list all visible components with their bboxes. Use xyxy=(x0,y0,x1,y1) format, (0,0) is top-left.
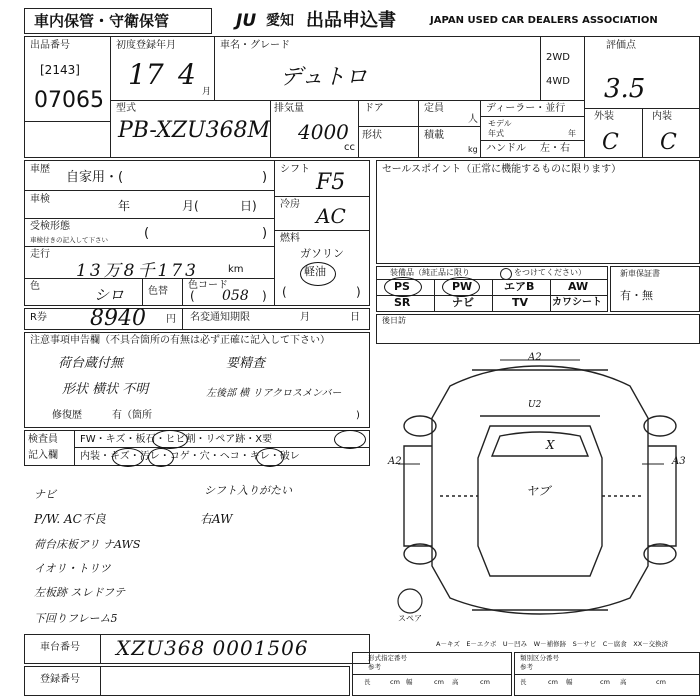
diagram-label-x: X xyxy=(546,438,555,452)
org-english: JAPAN USED CAR DEALERS ASSOCIATION xyxy=(430,15,658,26)
equip-pw: PW xyxy=(452,280,473,293)
history-value: 自家用・( xyxy=(66,170,124,185)
rear-box xyxy=(376,314,700,344)
fuel-open: ( xyxy=(282,285,287,299)
diagram-legend: A－キズ E－エクボ U－凹み W－補修跡 S－サビ C－腐食 XX－交換済 xyxy=(436,640,669,648)
color-value: シロ xyxy=(94,286,125,304)
comment-6: イオリ・トリツ xyxy=(34,562,111,575)
color-code-value: 058 xyxy=(222,288,249,304)
chassis-label: 車台番号 xyxy=(40,642,80,653)
mileage-label: 走行 xyxy=(30,249,50,260)
registration-month: 4 xyxy=(178,58,196,91)
equip-airbag: エアB xyxy=(504,280,535,293)
diagram-label-a2-top: A2 xyxy=(528,352,542,363)
ext-label: 外装 xyxy=(594,111,614,122)
format-ref: 参考 xyxy=(368,663,381,671)
repair-value: 有（箇所 xyxy=(112,410,152,421)
inspector-circle-1 xyxy=(152,430,188,449)
inspection-year-unit: 年 xyxy=(118,199,131,213)
color-code-close: ) xyxy=(262,289,267,303)
class-ref: 参考 xyxy=(520,663,533,671)
equip-aw: AW xyxy=(568,280,589,293)
registration-label: 初度登録年月 xyxy=(116,40,176,51)
aircon-label: 冷房 xyxy=(280,199,300,210)
applicant-note: 車検付きの記入して下さい xyxy=(30,236,108,244)
handle-label: ハンドル xyxy=(486,143,526,154)
fuel-close: ) xyxy=(356,285,361,299)
notes-line-3: 形状 横状 不明 xyxy=(62,382,149,397)
inspector-label-1: 検査員 xyxy=(28,434,58,445)
equip-sr: SR xyxy=(394,296,411,309)
displacement-value: 4000 xyxy=(298,120,349,144)
notes-line-1: 荷台蔵付無 xyxy=(58,356,124,371)
comment-7: 左板跡 スレドフテ xyxy=(34,586,126,599)
diagram-label-a3: A3 xyxy=(672,456,686,467)
applicant-label: 受検形態 xyxy=(30,221,70,232)
inspector-circle-5 xyxy=(256,448,284,467)
class-length: 長 xyxy=(520,678,527,686)
dealer-year-unit: 年 xyxy=(568,129,576,138)
reg-number-label: 登録番号 xyxy=(40,674,80,685)
diagram-label-u2: U2 xyxy=(528,400,542,410)
repair-close: ) xyxy=(356,410,360,421)
comment-3: P/W. AC不良 xyxy=(34,512,106,526)
registration-month-unit: 月 xyxy=(202,87,212,97)
score-value: 3.5 xyxy=(604,74,646,104)
color-code-open: ( xyxy=(190,289,195,303)
load-label: 積載 xyxy=(424,130,444,141)
rear-label: 後日訪 xyxy=(382,316,406,325)
format-width: 幅 xyxy=(406,678,413,686)
capacity-unit: 人 xyxy=(468,114,478,125)
model-label: 型式 xyxy=(116,103,136,114)
repair-label: 修復歴 xyxy=(52,410,82,421)
sales-point-label: セールスポイント（正常に機能するものに限ります） xyxy=(382,164,622,175)
class-length-cm: cm xyxy=(548,678,558,686)
inspector-label-2: 記入欄 xyxy=(28,450,58,461)
registration-year: 17 xyxy=(128,58,164,91)
notes-label: 注意事項申告欄（不具合箇所の有無は必ず正確に記入して下さい） xyxy=(30,335,330,346)
inspection-day-unit: 日) xyxy=(240,199,257,213)
notes-line-2: 要精査 xyxy=(226,356,266,371)
warranty-label: 新車保証書 xyxy=(620,269,660,278)
comment-1: ナビ xyxy=(34,488,56,501)
format-height: 高 xyxy=(452,678,459,686)
diagram-label-yabu: ヤブ xyxy=(526,484,551,498)
dealer-model-label: モデル xyxy=(488,119,512,128)
r-ticket-label: R券 xyxy=(30,312,47,323)
inspection-label: 車検 xyxy=(30,194,50,205)
shift-value: F5 xyxy=(316,170,346,195)
inspector-circle-3 xyxy=(112,448,144,467)
drive-2wd: 2WD xyxy=(546,52,570,63)
comment-4: 右AW xyxy=(200,512,233,526)
car-name-value: デュトロ xyxy=(280,65,368,90)
car-name-label: 車名・グレード xyxy=(220,40,290,51)
equip-ps: PS xyxy=(394,280,410,293)
notes-line-4: 左後部 横 リアクロスメンバー xyxy=(206,388,342,399)
applicant-close: ) xyxy=(262,226,268,241)
format-length-cm: cm xyxy=(390,678,400,686)
ext-value: C xyxy=(602,130,619,155)
format-label: 形式指定番号 xyxy=(368,654,407,662)
lot-bracket: [2143] xyxy=(40,63,80,77)
int-label: 内装 xyxy=(652,111,672,122)
door-label: ドア xyxy=(364,103,384,114)
equipment-label: 装備品（純正品に限り xyxy=(390,268,470,277)
color-code-label: 色コード xyxy=(188,280,228,291)
chassis-value: XZU368 0001506 xyxy=(116,636,309,660)
dealer-year-label: 年式 xyxy=(488,129,504,138)
format-length: 長 xyxy=(364,678,371,686)
int-value: C xyxy=(660,130,677,155)
diagram-label-spare: スペア xyxy=(398,614,422,623)
inspection-month-unit: 月( xyxy=(182,199,199,213)
org-name: 愛知 xyxy=(266,13,294,29)
form-title: 出品申込書 xyxy=(306,10,396,31)
lot-label: 出品番号 xyxy=(30,40,70,51)
color-change-label: 色替 xyxy=(148,286,168,297)
inspector-row-1: FW・キズ・板石・ヒビ割・リペア跡・X要 xyxy=(80,434,273,445)
capacity-label: 定員 xyxy=(424,103,444,114)
name-change-day: 日 xyxy=(350,312,360,323)
diagram-label-a2-side: A2 xyxy=(388,456,402,467)
format-width-cm: cm xyxy=(434,678,444,686)
format-height-cm: cm xyxy=(480,678,490,686)
name-change-month: 月 xyxy=(300,312,310,323)
aircon-value: AC xyxy=(316,204,346,228)
class-height-cm: cm xyxy=(656,678,666,686)
score-label: 評価点 xyxy=(606,40,636,51)
ju-logo: JU xyxy=(236,11,257,31)
equip-ps-circle xyxy=(384,277,422,297)
shape-label: 形状 xyxy=(362,130,382,141)
class-height: 高 xyxy=(620,678,627,686)
inspector-circle-4 xyxy=(148,448,174,467)
comment-8: 下回りフレーム5 xyxy=(34,612,118,625)
inspector-circle-2 xyxy=(334,430,366,449)
comment-5: 荷台床板アリ ナAWS xyxy=(34,538,141,551)
mileage-value: 13万8千173 xyxy=(76,261,199,281)
inspector-row-2: 内装・キズ・汚レ・コゲ・穴・ヘコ・キレ・破レ xyxy=(80,451,300,462)
fuel-label: 燃料 xyxy=(280,233,300,244)
fuel-opt1: ガソリン xyxy=(300,247,344,260)
r-ticket-value: 8940 xyxy=(90,306,146,331)
equip-navi: ナビ xyxy=(452,296,474,309)
handle-value: 左・右 xyxy=(540,143,570,154)
applicant-open: ( xyxy=(144,226,150,241)
warranty-value: 有・無 xyxy=(620,289,653,302)
equipment-label-2: をつけてください） xyxy=(514,268,586,277)
fuel-circle xyxy=(300,262,336,286)
lot-number: 07065 xyxy=(34,88,104,113)
history-label: 車歴 xyxy=(30,164,50,175)
equip-tv: TV xyxy=(512,296,529,309)
displacement-label: 排気量 xyxy=(274,103,304,114)
color-label: 色 xyxy=(30,281,40,292)
load-unit: kg xyxy=(468,145,478,154)
comment-2: シフト入りがたい xyxy=(204,484,292,497)
storage-label: 車内保管・守衛保管 xyxy=(34,12,170,30)
class-width-cm: cm xyxy=(600,678,610,686)
history-close: ) xyxy=(262,170,268,185)
model-value: PB-XZU368M xyxy=(118,118,271,143)
r-ticket-unit: 円 xyxy=(166,314,176,325)
class-label: 類別区分番号 xyxy=(520,654,559,662)
class-width: 幅 xyxy=(566,678,573,686)
equip-pw-circle xyxy=(442,277,480,297)
dealer-label: ディーラー・並行 xyxy=(486,103,566,114)
name-change-label: 名変通知期限 xyxy=(190,312,250,323)
displacement-unit: cc xyxy=(344,142,355,153)
shift-label: シフト xyxy=(280,164,310,175)
drive-4wd: 4WD xyxy=(546,76,570,87)
fuel-opt2: 軽油 xyxy=(304,265,326,278)
equip-leather: カワシート xyxy=(552,297,602,308)
mileage-unit: km xyxy=(228,264,244,275)
